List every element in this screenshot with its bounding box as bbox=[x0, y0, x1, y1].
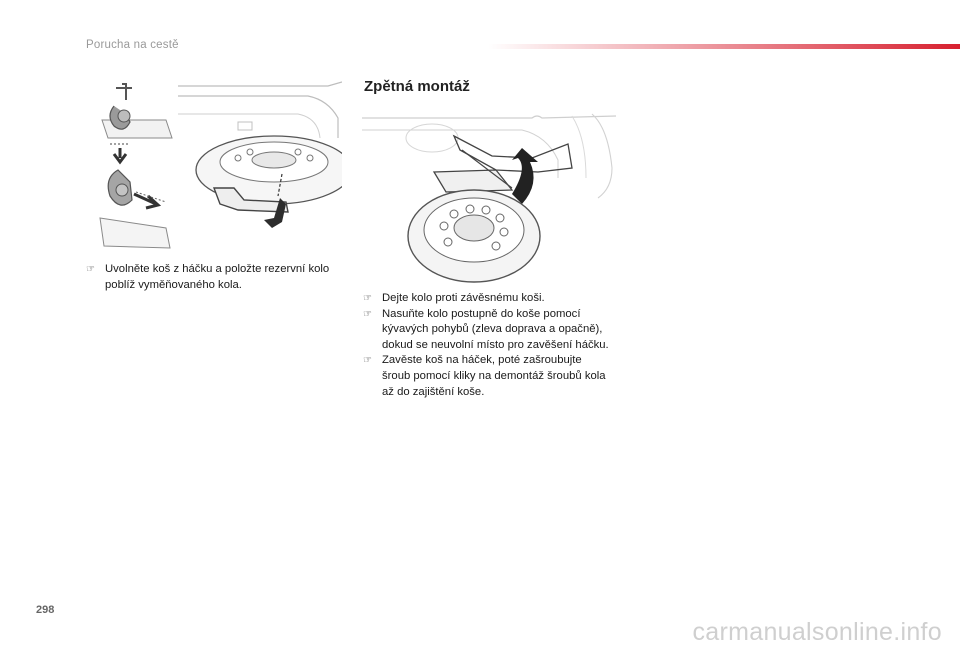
step-text: Uvolněte koš z háčku a položte rezervní kolo poblíž vyměňovaného kola. bbox=[105, 263, 330, 291]
right-instruction-list bbox=[363, 291, 613, 400]
section-heading: Zpětná montáž bbox=[364, 78, 470, 95]
step-text: Dejte kolo proti závěsnému koši. bbox=[382, 292, 545, 304]
hand-pointer-icon: ☞ bbox=[363, 308, 372, 320]
list-item bbox=[363, 353, 613, 400]
left-instruction-list bbox=[86, 262, 336, 293]
hook-release-illustration bbox=[96, 78, 174, 250]
step-text: Nasuňte kolo postupně do koše pomocí kývavých pohybů (zleva doprava a opačně), dokud se neuvolní místo pro zavěšení háčku. bbox=[382, 307, 609, 351]
step-text: Zavěste koš na háček, poté zašroubujte šroub pomocí kliky na demontáž šroubů kola až do zajištění koše. bbox=[382, 354, 606, 398]
hand-pointer-icon: ☞ bbox=[363, 293, 372, 304]
watermark: carmanualsonline.info bbox=[692, 618, 942, 646]
page-number: 298 bbox=[36, 604, 55, 616]
list-item bbox=[363, 307, 613, 354]
hand-pointer-icon: ☞ bbox=[86, 264, 95, 275]
section-title: Porucha na cestě bbox=[86, 39, 179, 51]
list-item bbox=[363, 291, 613, 307]
header-accent-rule bbox=[488, 44, 960, 49]
list-item bbox=[86, 262, 336, 293]
spare-wheel-refit-illustration bbox=[362, 108, 616, 284]
spare-wheel-lowered-illustration bbox=[178, 78, 342, 250]
hand-pointer-icon: ☞ bbox=[363, 355, 372, 367]
